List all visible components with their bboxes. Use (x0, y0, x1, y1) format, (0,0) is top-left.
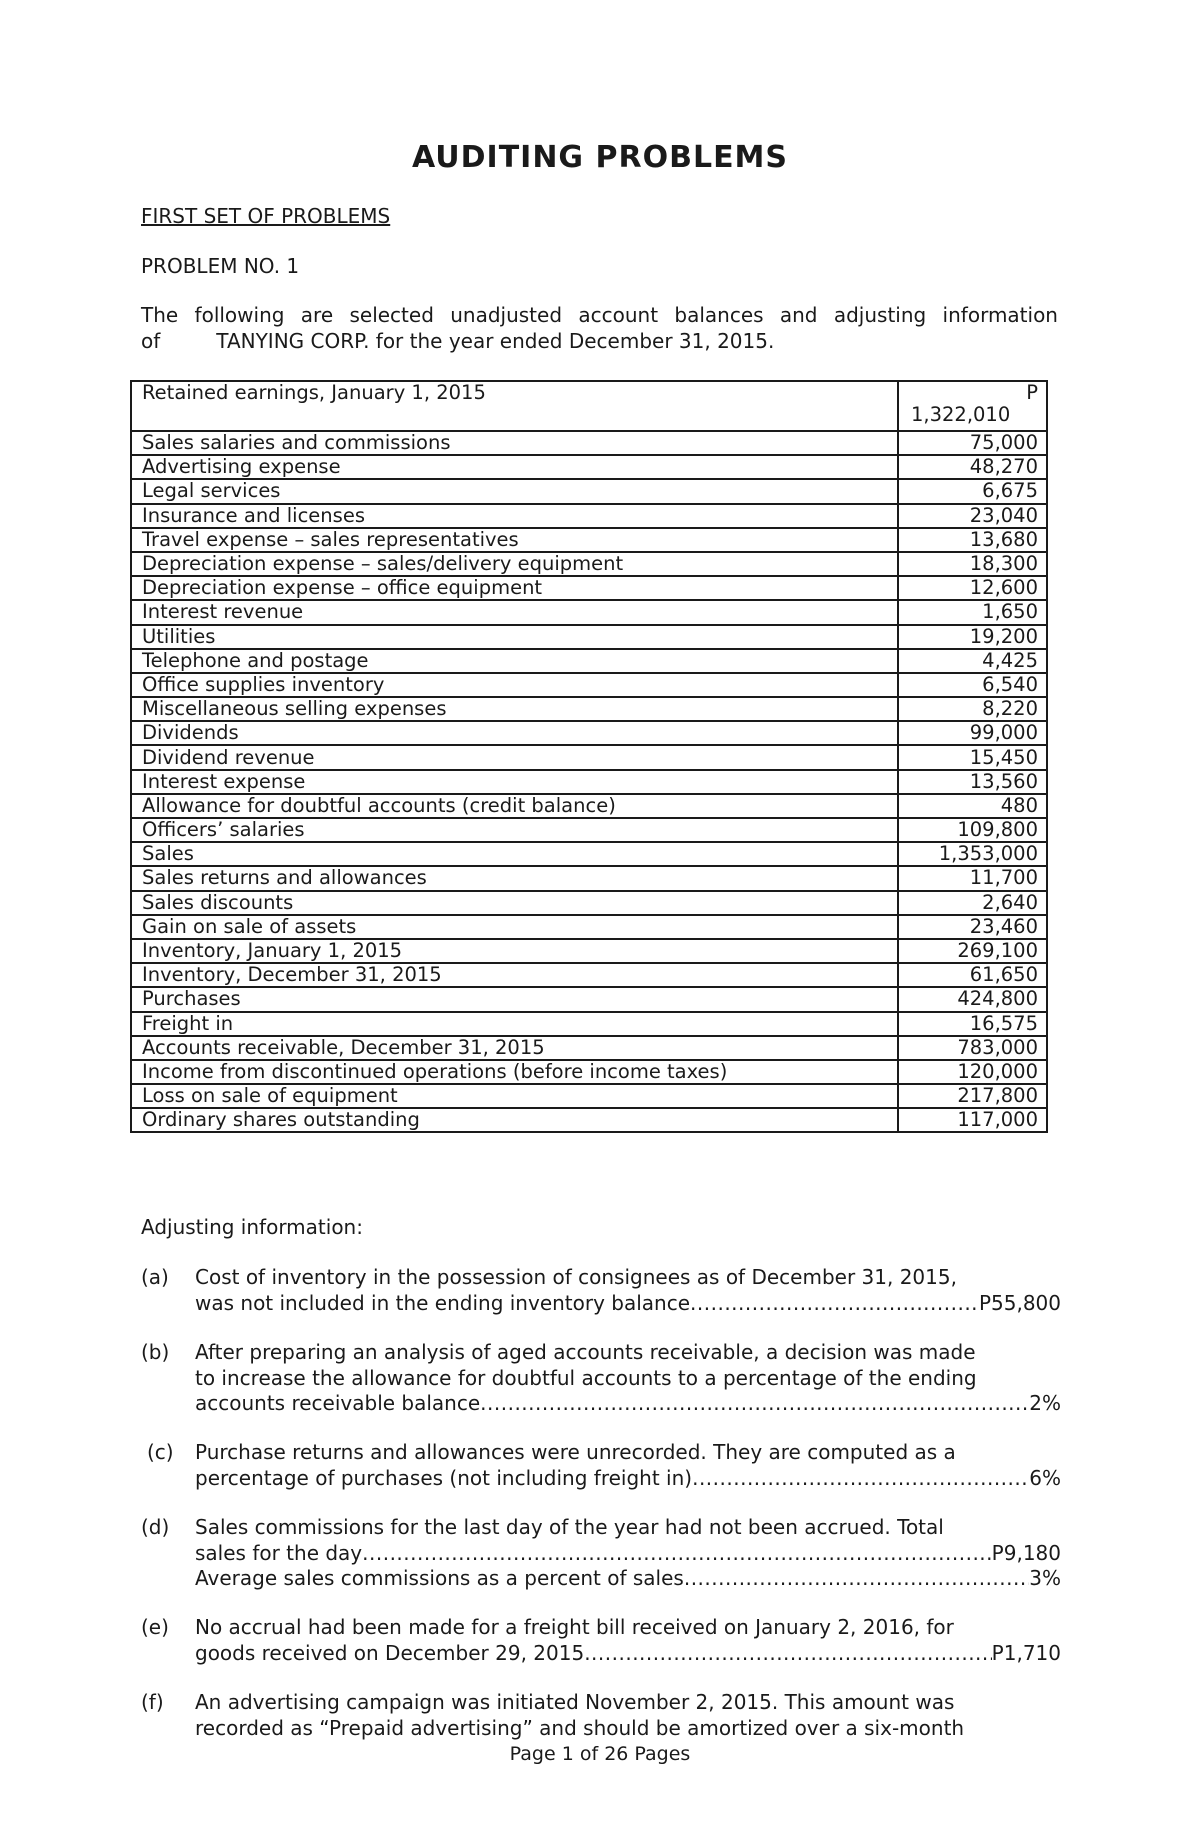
leader-line (195, 1641, 1061, 1667)
account-label: Telephone and postage (131, 649, 898, 673)
leader-value: P9,180 (991, 1540, 1061, 1565)
account-label: Retained earnings, January 1, 2015 (131, 381, 898, 431)
account-label: Inventory, December 31, 2015 (131, 963, 898, 987)
account-label: Allowance for doubtful accounts (credit balance) (131, 794, 898, 818)
account-label: Depreciation expense – office equipment (131, 576, 898, 600)
account-label: Insurance and licenses (131, 504, 898, 528)
account-amount: 19,200 (898, 625, 1047, 649)
account-amount: 4,425 (898, 649, 1047, 673)
table-row (131, 504, 1047, 528)
account-balances-table (130, 380, 1048, 1133)
account-label: Officers’ salaries (131, 818, 898, 842)
account-amount: 109,800 (898, 818, 1047, 842)
account-label: Gain on sale of assets (131, 915, 898, 939)
table-row (131, 576, 1047, 600)
item-line: Sales commissions for the last day of the year had not been accrued. Total (195, 1515, 944, 1539)
account-amount: 120,000 (898, 1060, 1047, 1084)
leader-text: Average sales commissions as a percent of sales (195, 1566, 684, 1590)
account-label: Sales returns and allowances (131, 866, 898, 890)
item-line: to increase the allowance for doubtful accounts to a percentage of the ending (195, 1365, 977, 1390)
leader-text: accounts receivable balance (195, 1391, 481, 1415)
problem-heading: PROBLEM NO. 1 (141, 254, 300, 278)
document-title: AUDITING PROBLEMS (411, 140, 789, 175)
leader-text: was not included in the ending inventory balance (195, 1290, 691, 1315)
item-label: (c) (147, 1440, 174, 1464)
account-amount: 1,353,000 (898, 842, 1047, 866)
leader-value: 2% (1029, 1391, 1061, 1415)
account-label: Purchases (131, 987, 898, 1011)
leader-line (195, 1291, 1061, 1317)
table-row (131, 431, 1047, 455)
leader-value: P55,800 (978, 1290, 1061, 1315)
account-label: Utilities (131, 625, 898, 649)
table-row (131, 528, 1047, 552)
account-amount: 18,300 (898, 552, 1047, 576)
table-row (131, 1084, 1047, 1108)
table-row (131, 381, 1047, 431)
table-row (131, 794, 1047, 818)
intro-line-2 (141, 328, 1058, 354)
account-amount: 13,560 (898, 770, 1047, 794)
amount-value: 1,322,010 (911, 403, 1011, 426)
intro-line-2-prefix: of (141, 329, 161, 353)
table-row (131, 987, 1047, 1011)
account-amount: 23,040 (898, 504, 1047, 528)
table-row (131, 721, 1047, 745)
account-label: Legal services (131, 479, 898, 503)
intro-paragraph (141, 302, 1058, 354)
account-amount: 6,675 (898, 479, 1047, 503)
account-amount: 424,800 (898, 987, 1047, 1011)
account-amount: 783,000 (898, 1036, 1047, 1060)
table-row (131, 697, 1047, 721)
table-row (131, 1012, 1047, 1036)
table-row (131, 649, 1047, 673)
account-label: Sales (131, 842, 898, 866)
leader-text: percentage of purchases (not including freight in) (195, 1465, 693, 1490)
account-label: Miscellaneous selling expenses (131, 697, 898, 721)
account-amount: 13,680 (898, 528, 1047, 552)
leader-line (195, 1566, 1061, 1592)
table-row (131, 625, 1047, 649)
account-label: Freight in (131, 1012, 898, 1036)
item-label: (e) (141, 1615, 169, 1639)
account-label: Loss on sale of equipment (131, 1084, 898, 1108)
table-row (131, 552, 1047, 576)
account-label: Office supplies inventory (131, 673, 898, 697)
intro-line-2-rest: TANYING CORP. for the year ended December 31, 2015. (216, 329, 775, 353)
item-line: Cost of inventory in the possession of consignees as of December 31, 2015, (195, 1265, 957, 1289)
table-row (131, 842, 1047, 866)
item-line: No accrual had been made for a freight bill received on January 2, 2016, for (195, 1615, 954, 1639)
account-label: Travel expense – sales representatives (131, 528, 898, 552)
account-amount: 8,220 (898, 697, 1047, 721)
account-amount: 269,100 (898, 939, 1047, 963)
account-label: Sales discounts (131, 891, 898, 915)
table-row (131, 1036, 1047, 1060)
table-row (131, 479, 1047, 503)
account-amount (898, 381, 1047, 431)
account-amount: 75,000 (898, 431, 1047, 455)
table-row (131, 1060, 1047, 1084)
leader-text: goods received on December 29, 2015 (195, 1640, 585, 1665)
item-line: Purchase returns and allowances were unrecorded. They are computed as a (195, 1440, 956, 1464)
account-label: Inventory, January 1, 2015 (131, 939, 898, 963)
account-amount: 12,600 (898, 576, 1047, 600)
leader-line (195, 1466, 1061, 1492)
leader-value: 3% (1029, 1566, 1061, 1590)
leader-line (195, 1541, 1061, 1567)
account-label: Income from discontinued operations (before income taxes) (131, 1060, 898, 1084)
account-amount: 99,000 (898, 721, 1047, 745)
item-line: recorded as “Prepaid advertising” and should be amortized over a six-month (195, 1715, 965, 1740)
account-label: Dividends (131, 721, 898, 745)
table-row (131, 939, 1047, 963)
item-line: An advertising campaign was initiated November 2, 2015. This amount was (195, 1690, 955, 1714)
account-amount: 11,700 (898, 866, 1047, 890)
account-amount: 2,640 (898, 891, 1047, 915)
item-label: (d) (141, 1515, 170, 1539)
table-row (131, 915, 1047, 939)
account-amount: 217,800 (898, 1084, 1047, 1108)
adjusting-info-title: Adjusting information: (141, 1215, 363, 1239)
account-label: Interest revenue (131, 600, 898, 624)
table-row (131, 673, 1047, 697)
account-amount: 117,000 (898, 1108, 1047, 1132)
account-label: Dividend revenue (131, 745, 898, 769)
table-row (131, 455, 1047, 479)
leader-text: sales for the day (195, 1540, 363, 1565)
account-amount: 480 (898, 794, 1047, 818)
leader-value: 6% (1029, 1465, 1061, 1490)
set-heading: FIRST SET OF PROBLEMS (141, 204, 391, 228)
item-label: (f) (141, 1690, 164, 1714)
item-line: After preparing an analysis of aged accounts receivable, a decision was made (195, 1340, 976, 1364)
table-row (131, 1108, 1047, 1132)
account-label: Sales salaries and commissions (131, 431, 898, 455)
table-row (131, 891, 1047, 915)
item-label: (b) (141, 1340, 170, 1364)
account-amount: 6,540 (898, 673, 1047, 697)
account-amount: 1,650 (898, 600, 1047, 624)
leader-value: P1,710 (991, 1640, 1061, 1665)
account-label: Depreciation expense – sales/delivery equipment (131, 552, 898, 576)
account-amount: 61,650 (898, 963, 1047, 987)
leader-line (195, 1391, 1061, 1417)
table-row (131, 866, 1047, 890)
account-amount: 16,575 (898, 1012, 1047, 1036)
item-label: (a) (141, 1265, 169, 1289)
table-row (131, 963, 1047, 987)
account-label: Ordinary shares outstanding (131, 1108, 898, 1132)
page-footer: Page 1 of 26 Pages (509, 1743, 691, 1765)
account-label: Accounts receivable, December 31, 2015 (131, 1036, 898, 1060)
currency-symbol: P (1026, 381, 1038, 404)
intro-line-1: The following are selected unadjusted account balances and adjusting information (141, 303, 1058, 327)
table-row (131, 600, 1047, 624)
account-label: Interest expense (131, 770, 898, 794)
account-amount: 15,450 (898, 745, 1047, 769)
table-row (131, 770, 1047, 794)
account-label: Advertising expense (131, 455, 898, 479)
account-amount: 23,460 (898, 915, 1047, 939)
account-amount: 48,270 (898, 455, 1047, 479)
table-row (131, 818, 1047, 842)
table-row (131, 745, 1047, 769)
